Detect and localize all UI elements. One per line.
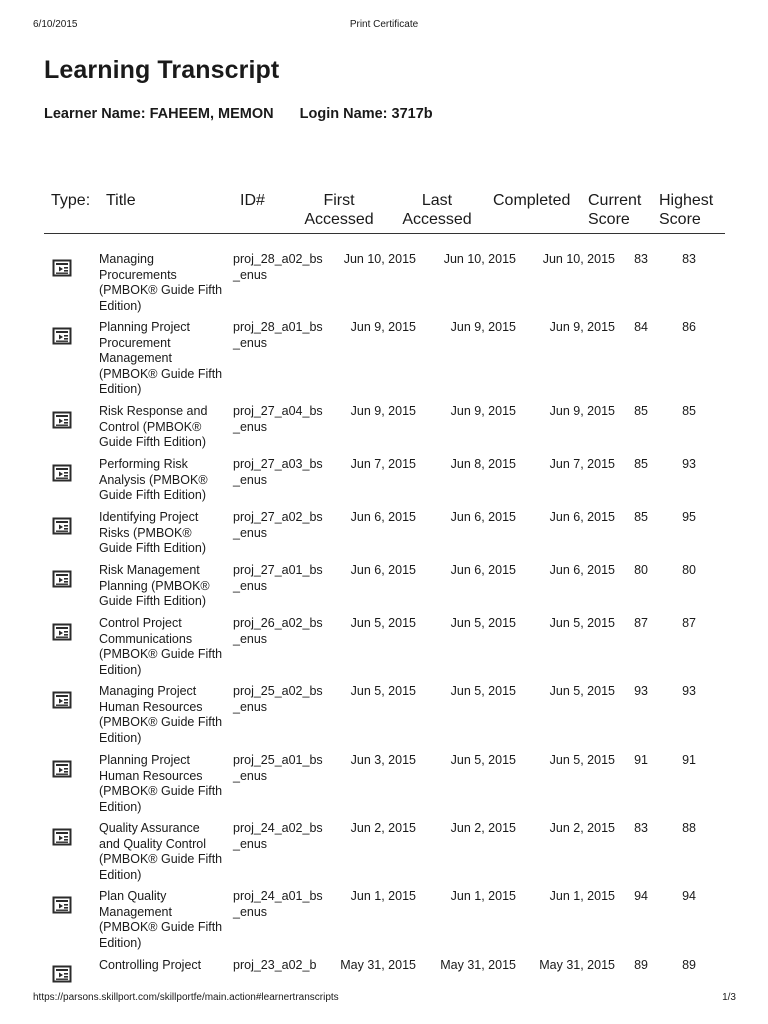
course-id: proj_27_a02_bs_enus	[233, 510, 323, 540]
highest-score: 86	[682, 320, 696, 334]
first-accessed: Jun 1, 2015	[350, 889, 416, 903]
first-accessed: Jun 9, 2015	[350, 404, 416, 418]
course-id: proj_27_a04_bs_enus	[233, 404, 323, 434]
course-id: proj_24_a02_bs_enus	[233, 821, 323, 851]
first-accessed: Jun 3, 2015	[350, 753, 416, 767]
course-document-icon	[52, 759, 72, 779]
course-title: Performing Risk Analysis (PMBOK® Guide Fifth Edition)	[99, 457, 208, 502]
first-accessed: Jun 2, 2015	[350, 821, 416, 835]
first-accessed: Jun 5, 2015	[350, 684, 416, 698]
course-id: proj_23_a02_b	[233, 958, 317, 972]
course-title: Planning Project Procurement Management (PMBOK® Guide Fifth Edition)	[99, 320, 223, 396]
first-accessed: Jun 5, 2015	[350, 616, 416, 630]
first-accessed: May 31, 2015	[340, 958, 416, 972]
last-accessed: Jun 9, 2015	[450, 320, 516, 334]
highest-score: 88	[682, 821, 696, 835]
col-highest-score: Highest Score	[659, 192, 714, 228]
course-id: proj_25_a01_bs_enus	[233, 753, 323, 783]
last-accessed: Jun 9, 2015	[450, 404, 516, 418]
course-id: proj_26_a02_bs_enus	[233, 616, 323, 646]
completed-date: Jun 5, 2015	[549, 684, 615, 698]
course-document-icon	[52, 326, 72, 346]
course-title: Control Project Communications (PMBOK® Guide Fifth Edition)	[99, 616, 223, 677]
highest-score: 89	[682, 958, 696, 972]
completed-date: Jun 1, 2015	[549, 889, 615, 903]
completed-date: Jun 2, 2015	[549, 821, 615, 835]
highest-score: 93	[682, 684, 696, 698]
page-title: Learning Transcript	[44, 56, 280, 84]
col-current-score: Current Score	[588, 192, 642, 228]
first-accessed: Jun 6, 2015	[350, 510, 416, 524]
highest-score: 94	[682, 889, 696, 903]
course-title: Planning Project Human Resources (PMBOK® Guide Fifth Edition)	[99, 753, 223, 814]
course-document-icon	[52, 569, 72, 589]
col-last-accessed: Last Accessed	[402, 192, 472, 228]
course-title: Risk Management Planning (PMBOK® Guide Fifth Edition)	[99, 563, 210, 608]
course-document-icon	[52, 964, 72, 984]
last-accessed: Jun 6, 2015	[450, 563, 516, 577]
highest-score: 93	[682, 457, 696, 471]
last-accessed: Jun 5, 2015	[450, 616, 516, 630]
course-title: Controlling Project	[99, 958, 202, 972]
course-document-icon	[52, 410, 72, 430]
login-name: Login Name: 3717b	[299, 106, 433, 122]
highest-score: 80	[682, 563, 696, 577]
course-document-icon	[52, 258, 72, 278]
completed-date: May 31, 2015	[539, 958, 615, 972]
last-accessed: Jun 6, 2015	[450, 510, 516, 524]
page-number: 1/3	[722, 992, 736, 1003]
last-accessed: May 31, 2015	[440, 958, 516, 972]
last-accessed: Jun 8, 2015	[450, 457, 516, 471]
highest-score: 85	[682, 404, 696, 418]
highest-score: 87	[682, 616, 696, 630]
current-score: 84	[634, 320, 648, 334]
completed-date: Jun 9, 2015	[549, 320, 615, 334]
print-page-title: Print Certificate	[349, 19, 419, 30]
course-document-icon	[52, 827, 72, 847]
course-id: proj_28_a01_bs_enus	[233, 320, 323, 350]
current-score: 89	[634, 958, 648, 972]
completed-date: Jun 9, 2015	[549, 404, 615, 418]
course-id: proj_27_a01_bs_enus	[233, 563, 323, 593]
course-id: proj_28_a02_bs_enus	[233, 252, 323, 282]
footer-url: https://parsons.skillport.com/skillportfe/main.action#learnertranscripts	[33, 992, 339, 1003]
course-title: Managing Project Human Resources (PMBOK® Guide Fifth Edition)	[99, 684, 223, 745]
header-divider	[44, 233, 725, 234]
first-accessed: Jun 10, 2015	[343, 252, 416, 266]
current-score: 83	[634, 821, 648, 835]
course-document-icon	[52, 463, 72, 483]
course-document-icon	[52, 622, 72, 642]
current-score: 80	[634, 563, 648, 577]
learner-info	[44, 106, 433, 122]
completed-date: Jun 10, 2015	[542, 252, 615, 266]
current-score: 85	[634, 510, 648, 524]
last-accessed: Jun 1, 2015	[450, 889, 516, 903]
last-accessed: Jun 2, 2015	[450, 821, 516, 835]
current-score: 85	[634, 404, 648, 418]
current-score: 91	[634, 753, 648, 767]
completed-date: Jun 5, 2015	[549, 753, 615, 767]
highest-score: 91	[682, 753, 696, 767]
col-first-accessed: First Accessed	[304, 192, 374, 228]
last-accessed: Jun 5, 2015	[450, 753, 516, 767]
last-accessed: Jun 10, 2015	[443, 252, 516, 266]
course-title: Quality Assurance and Quality Control (PMBOK® Guide Fifth Edition)	[99, 821, 223, 882]
print-date: 6/10/2015	[33, 19, 78, 30]
course-document-icon	[52, 516, 72, 536]
highest-score: 95	[682, 510, 696, 524]
course-id: proj_24_a01_bs_enus	[233, 889, 323, 919]
col-title: Title	[106, 192, 136, 209]
completed-date: Jun 6, 2015	[549, 510, 615, 524]
first-accessed: Jun 7, 2015	[350, 457, 416, 471]
current-score: 93	[634, 684, 648, 698]
completed-date: Jun 7, 2015	[549, 457, 615, 471]
course-title: Identifying Project Risks (PMBOK® Guide Fifth Edition)	[99, 510, 206, 555]
col-type: Type:	[51, 192, 91, 209]
course-document-icon	[52, 895, 72, 915]
current-score: 94	[634, 889, 648, 903]
col-completed: Completed	[493, 192, 571, 209]
course-document-icon	[52, 690, 72, 710]
course-title: Managing Procurements (PMBOK® Guide Fifth Edition)	[99, 252, 223, 313]
completed-date: Jun 6, 2015	[549, 563, 615, 577]
course-title: Plan Quality Management (PMBOK® Guide Fifth Edition)	[99, 889, 223, 950]
current-score: 83	[634, 252, 648, 266]
current-score: 87	[634, 616, 648, 630]
course-title: Risk Response and Control (PMBOK® Guide Fifth Edition)	[99, 404, 208, 449]
highest-score: 83	[682, 252, 696, 266]
last-accessed: Jun 5, 2015	[450, 684, 516, 698]
current-score: 85	[634, 457, 648, 471]
course-id: proj_27_a03_bs_enus	[233, 457, 323, 487]
first-accessed: Jun 9, 2015	[350, 320, 416, 334]
learner-name: Learner Name: FAHEEM, MEMON	[44, 106, 274, 122]
first-accessed: Jun 6, 2015	[350, 563, 416, 577]
course-id: proj_25_a02_bs_enus	[233, 684, 323, 714]
col-id: ID#	[240, 192, 265, 209]
completed-date: Jun 5, 2015	[549, 616, 615, 630]
